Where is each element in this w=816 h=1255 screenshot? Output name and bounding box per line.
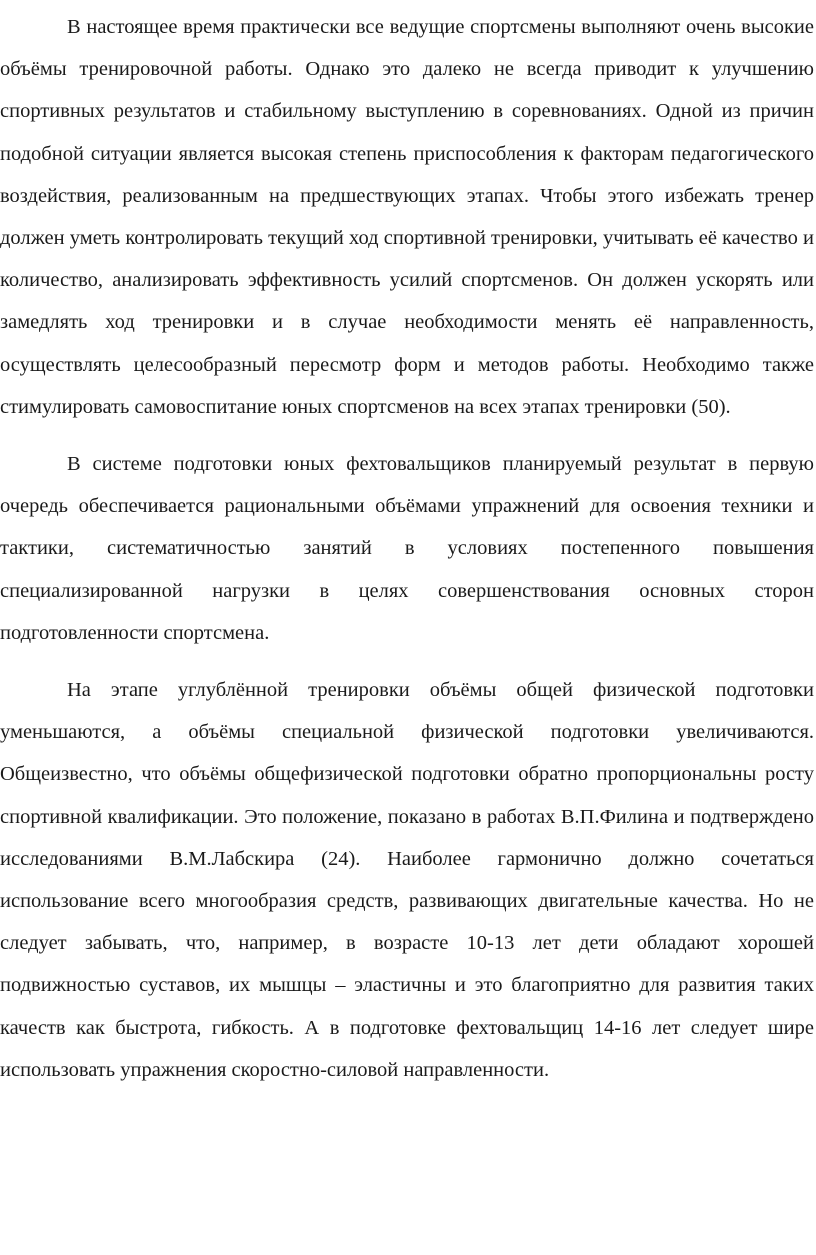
paragraph-fencing-preparation: В системе подготовки юных фехтовальщиков планируемый результат в первую очередь обеспечивается рациональными объёмами упражнений для освоения техники и тактики, систематичностью занятий в условиях постепенного повышения специализированной нагрузки в целях совершенствования основных сторон подготовленности спортсмена. — [0, 453, 814, 644]
paragraph-training-control: В настоящее время практически все ведущие спортсмены выполняют очень высокие объёмы тренировочной работы. Однако это далеко не всегда приводит к улучшению спортивных результатов и стабильному выступлению в соревнованиях. Одной из причин подобной ситуации является высокая степень приспособления к факторам педагогического воздействия, реализованным на предшествующих этапах. Чтобы этого избежать тренер должен уметь контролировать текущий ход спортивной тренировки, учитывать её качество и количество, анализировать эффективность усилий спортсменов. Он должен ускорять или замедлять ход тренировки и в случае необходимости менять её направленность, осуществлять целесообразный пересмотр форм и методов работы. Необходимо также стимулировать самовоспитание юных спортсменов на всех этапах тренировки (50). — [0, 16, 814, 418]
paragraph-physical-training: На этапе углублённой тренировки объёмы общей физической подготовки уменьшаются, а объёмы специальной физической подготовки увеличиваются. Общеизвестно, что объёмы общефизической подготовки обратно пропорциональны росту спортивной квалификации. Это положение, показано в работах В.П.Филина и подтверждено исследованиями В.М.Лабскира (24). Наиболее гармонично должно сочетаться использование всего многообразия средств, развивающих двигательные качества. Но не следует забывать, что, например, в возрасте 10-13 лет дети обладают хорошей подвижностью суставов, их мышцы – эластичны и это благоприятно для развития таких качеств как быстрота, гибкость. А в подготовке фехтовальщиц 14-16 лет следует шире использовать упражнения скоростно-силовой направленности. — [0, 679, 814, 1081]
